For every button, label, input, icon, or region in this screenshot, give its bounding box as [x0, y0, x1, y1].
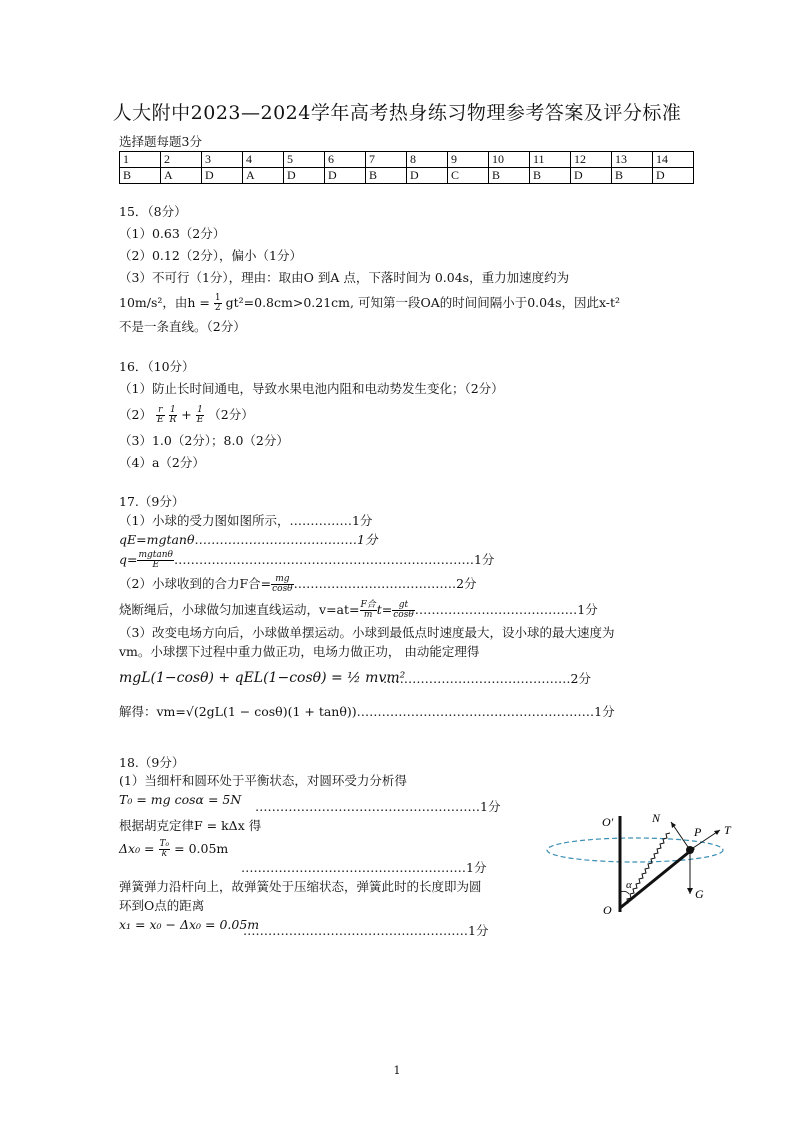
q17-line1: （1）小球的受力图如图所示，……………1分	[119, 513, 373, 528]
table-row-answers	[120, 168, 694, 184]
q18-line4: Δx₀ = $\frac{\text{T₀}}{k}$ = 0.05m	[119, 839, 229, 859]
q16-line1: （1）防止长时间通电，导致水果电池内阻和电动势发生变化；（2分）	[119, 381, 504, 396]
table-cell: 11	[530, 152, 571, 168]
spring-coil	[624, 833, 670, 904]
mc-answer-table	[119, 151, 694, 184]
q17-line5: 烧断绳后，小球做匀加速直线运动，v=at= $\frac{\text{F合}}{m}$ t= $\frac{gt}{\cos\theta}$ …………………………………1分	[119, 600, 598, 620]
r-over-e-fraction: $\frac{r}{E}$	[156, 405, 164, 425]
q17-line3: q= $\frac{mgtan\theta}{E}$ ………………………………………………………………1分	[119, 550, 495, 570]
table-cell: 4	[243, 152, 284, 168]
q16-line4: （4）a（2分）	[119, 455, 205, 470]
ring-rod-force-diagram	[540, 808, 740, 920]
page-number: 1	[393, 1064, 401, 1077]
q18-heading: 18.（9分）	[119, 755, 185, 770]
table-cell: 6	[325, 152, 366, 168]
table-cell: B	[120, 168, 161, 184]
table-cell: 8	[407, 152, 448, 168]
table-cell: 5	[284, 152, 325, 168]
force-fraction: $\frac{mg}{\cos\theta}$	[272, 574, 293, 594]
table-cell: C	[448, 168, 489, 184]
table-cell: D	[653, 168, 694, 184]
q15-line4-b: gt²=0.8cm>0.21cm, 可知第一段OA的时间间隔小于0.04s，因此x-t²	[225, 295, 621, 310]
q-fraction: $\frac{mgtan\theta}{E}$	[138, 550, 173, 570]
table-cell: 14	[653, 152, 694, 168]
q15-heading: 15．（8分）	[119, 204, 187, 219]
q15-line2: （2）0.12（2分），偏小（1分）	[119, 248, 302, 263]
q18-line2-dots: ………………………………………………1分	[255, 799, 501, 814]
table-cell: B	[366, 168, 407, 184]
table-cell: 7	[366, 152, 407, 168]
label-O: O	[603, 903, 612, 917]
page-title: 人大附中2023—2024学年高考热身练习物理参考答案及评分标准	[112, 102, 682, 124]
inclined-rod	[620, 848, 694, 908]
q15-line4	[119, 294, 620, 313]
q15-line5: 不是一条直线。（2分）	[119, 319, 246, 334]
q17-heading: 17.（9分）	[119, 494, 185, 509]
q17-line3-dots: ………………………………………………………………1分	[173, 552, 495, 567]
label-alpha: α	[626, 879, 632, 891]
table-cell: D	[407, 168, 448, 184]
q18-line6: 环到O点的距离	[119, 898, 205, 913]
q17-line4: （2）小球收到的合力F合= $\frac{mg}{\cos\theta}$ …………………………………2分	[119, 574, 477, 594]
table-cell: 2	[161, 152, 202, 168]
q18-line3: 根据胡克定律F = kΔx 得	[119, 818, 262, 833]
q16-heading: 16．（10分）	[119, 359, 195, 374]
mc-heading: 选择题每题3分	[119, 134, 202, 149]
table-cell: D	[202, 168, 243, 184]
label-T: T	[724, 823, 731, 837]
one-over-r-fraction: $\frac{1}{R}$	[169, 405, 177, 425]
q18-line7: x₁ = x₀ − Δx₀ = 0.05m	[119, 917, 260, 932]
q15-line4-a: 10m/s²，由h =	[119, 295, 210, 310]
q18-line1: (1）当细杆和圆环处于平衡状态，对圆环受力分析得	[119, 773, 407, 788]
table-cell: B	[612, 168, 653, 184]
table-cell: 9	[448, 152, 489, 168]
label-O-prime: O'	[602, 815, 614, 829]
label-N: N	[652, 811, 661, 825]
table-cell: D	[571, 168, 612, 184]
table-cell: D	[325, 168, 366, 184]
table-cell: A	[243, 168, 284, 184]
table-row-numbers	[120, 152, 694, 168]
table-cell: A	[161, 168, 202, 184]
table-cell: 13	[612, 152, 653, 168]
q17-line8-dots: ………………………………………2分	[383, 671, 591, 686]
q18-line4-dots: ………………………………………………1分	[241, 860, 487, 875]
rotation-path-ellipse	[547, 838, 723, 862]
one-over-e-fraction: $\frac{1}{E}$	[196, 405, 204, 425]
q16-line2: （2） $\frac{r}{E}$ $\frac{1}{R}$ + $\frac{1}{E}$ （2分）	[119, 405, 254, 425]
q18-line7-dots: ………………………………………………1分	[243, 923, 489, 938]
q16-line3: （3）1.0（2分）；8.0（2分）	[119, 433, 289, 448]
label-P: P	[694, 825, 702, 839]
half-fraction: $\frac{1}{2}$	[214, 293, 221, 313]
table-cell: B	[530, 168, 571, 184]
q18-line5: 弹簧弹力沿杆向上，故弹簧处于压缩状态，弹簧此时的长度即为圆	[119, 879, 482, 894]
q17-line9: 解得：vm=√(2gL(1 − cosθ)(1 + tanθ))…………………………………………………1分	[119, 704, 615, 719]
table-cell: 10	[489, 152, 530, 168]
delta-x-fraction: $\frac{\text{T₀}}{k}$	[159, 839, 170, 859]
label-G: G	[695, 887, 704, 901]
table-cell: D	[284, 168, 325, 184]
q15-line3: （3）不可行（1分），理由：取由O 到A 点，下落时间为 0.04s，重力加速度约为	[119, 270, 570, 285]
table-cell: 1	[120, 152, 161, 168]
q15-line1: （1）0.63（2分）	[119, 226, 226, 241]
q17-line8-equation: mgL(1−cosθ) + qEL(1−cosθ) = ½ mvm²	[119, 670, 406, 686]
table-cell: 3	[202, 152, 243, 168]
q17-line2: qE=mgtanθ…………………………………1分	[119, 532, 378, 547]
q16-line2-score: （2分）	[208, 407, 254, 422]
q17-line7: vm。小球摆下过程中重力做正功，电场力做正功， 由动能定理得	[119, 644, 480, 659]
q17-line6: （3）改变电场方向后，小球做单摆运动。小球到最低点时速度最大，设小球的最大速度为	[119, 625, 615, 640]
q18-line2: T₀ = mg cosα = 5N	[119, 792, 242, 807]
table-cell: 12	[571, 152, 612, 168]
table-cell: B	[489, 168, 530, 184]
